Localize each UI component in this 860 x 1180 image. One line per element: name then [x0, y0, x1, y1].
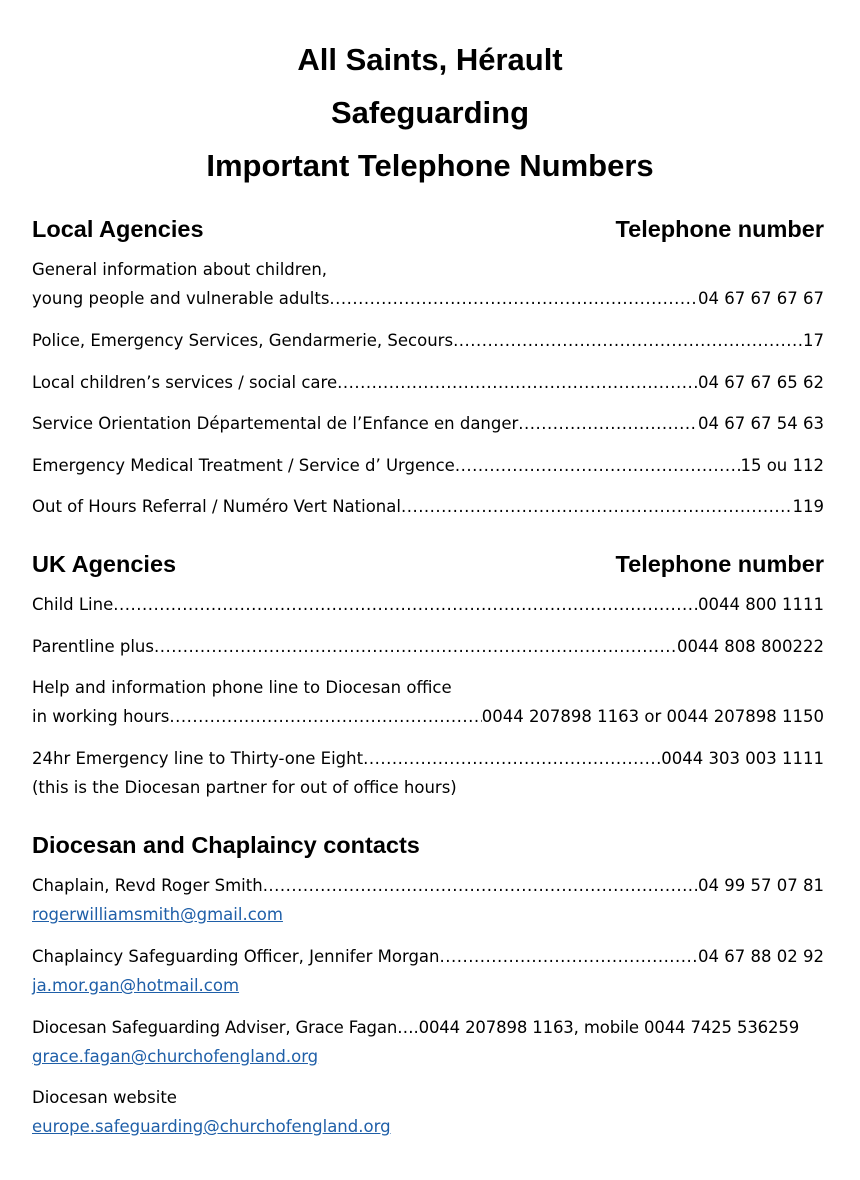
leader-dots: [169, 706, 481, 728]
leader-dots: [440, 946, 699, 968]
diocesan-contacts-header: [32, 832, 824, 859]
page-subtitle: Safeguarding: [330, 95, 530, 130]
entry-label: Chaplain, Revd Roger Smith: [32, 876, 263, 895]
leader-dots: [363, 748, 661, 770]
section-title: Diocesan and Chaplaincy contacts: [32, 832, 420, 858]
phone-number: 0044 207898 1163 or 0044 207898 1150: [481, 707, 824, 726]
section-title: Local Agencies: [32, 216, 204, 242]
entry-label: Police, Emergency Services, Gendarmerie, Secours: [32, 331, 454, 350]
entry-row: [32, 875, 824, 897]
entry-label: Out of Hours Referral / Numéro Vert National: [32, 497, 401, 516]
entry-row: [32, 288, 824, 310]
leader-dots: [337, 372, 698, 394]
entry-label: Help and information phone line to Diocesan office: [32, 678, 452, 697]
entry-row: [32, 594, 824, 616]
entry-row: [32, 455, 824, 477]
entry-row: [32, 636, 824, 658]
email-link[interactable]: ja.mor.gan@hotmail.com: [32, 976, 240, 995]
page-heading: Important Telephone Numbers: [206, 148, 654, 183]
entry-row: [32, 496, 824, 518]
entry-row: [32, 330, 824, 352]
entry-label: 24hr Emergency line to Thirty-one Eight: [32, 749, 364, 768]
phone-number: 17: [803, 331, 824, 350]
leader-dots: [401, 496, 793, 518]
entry-row: [32, 946, 824, 968]
phone-number: 04 67 67 67 67: [698, 289, 824, 308]
phone-number: 04 99 57 07 81: [698, 876, 824, 895]
email-row: [32, 975, 824, 997]
email-link[interactable]: grace.fagan@churchofengland.org: [32, 1047, 319, 1066]
entry-row: [32, 748, 824, 770]
entry-note: (this is the Diocesan partner for out of office hours): [32, 778, 457, 797]
leader-dots: [455, 455, 741, 477]
entry-label: Diocesan website: [32, 1088, 177, 1107]
entry-row: [32, 372, 824, 394]
leader-dots: [453, 330, 803, 352]
email-row: [32, 1046, 824, 1068]
section-title: UK Agencies: [32, 551, 177, 577]
entry-label: Local children’s services / social care: [32, 373, 338, 392]
leader-dots: [329, 288, 698, 310]
email-row: [32, 1116, 824, 1138]
phone-number: 0044 800 1111: [698, 595, 824, 614]
email-link[interactable]: europe.safeguarding@churchofengland.org: [32, 1117, 391, 1136]
email-link[interactable]: rogerwilliamsmith@gmail.com: [32, 905, 283, 924]
column-title: Telephone number: [615, 551, 824, 577]
entry-label: Child Line: [32, 595, 114, 614]
local-agencies-header: [32, 216, 824, 243]
phone-number: 0044 808 800222: [677, 637, 824, 656]
entry-label: Service Orientation Départemental de l’Enfance en danger: [32, 414, 519, 433]
phone-number: 119: [792, 497, 824, 516]
leader-dots: [518, 413, 698, 435]
phone-number: 04 67 67 54 63: [698, 414, 824, 433]
entry-row: [32, 413, 824, 435]
leader-dots: [113, 594, 698, 616]
leader-dots: [263, 875, 698, 897]
entry-label: Emergency Medical Treatment / Service d’ Urgence: [32, 456, 455, 475]
uk-agencies-header: [32, 551, 824, 578]
phone-number: 04 67 67 65 62: [698, 373, 824, 392]
entry-label: young people and vulnerable adults: [32, 289, 330, 308]
entry-label: in working hours: [32, 707, 170, 726]
email-row: [32, 904, 824, 926]
column-title: Telephone number: [615, 216, 824, 242]
entry-label: Chaplaincy Safeguarding Officer, Jennifer Morgan: [32, 947, 440, 966]
phone-number: 15 ou 112: [740, 456, 824, 475]
entry-label: Diocesan Safeguarding Adviser, Grace Fagan….0044 207898 1163, mobile 0044 7425 536259: [32, 1018, 800, 1037]
entry-row: [32, 706, 824, 728]
phone-number: 0044 303 003 1111: [661, 749, 824, 768]
page-title: All Saints, Hérault: [297, 42, 563, 77]
leader-dots: [154, 636, 677, 658]
entry-label: General information about children,: [32, 260, 328, 279]
phone-number: 04 67 88 02 92: [698, 947, 824, 966]
entry-label: Parentline plus: [32, 637, 154, 656]
